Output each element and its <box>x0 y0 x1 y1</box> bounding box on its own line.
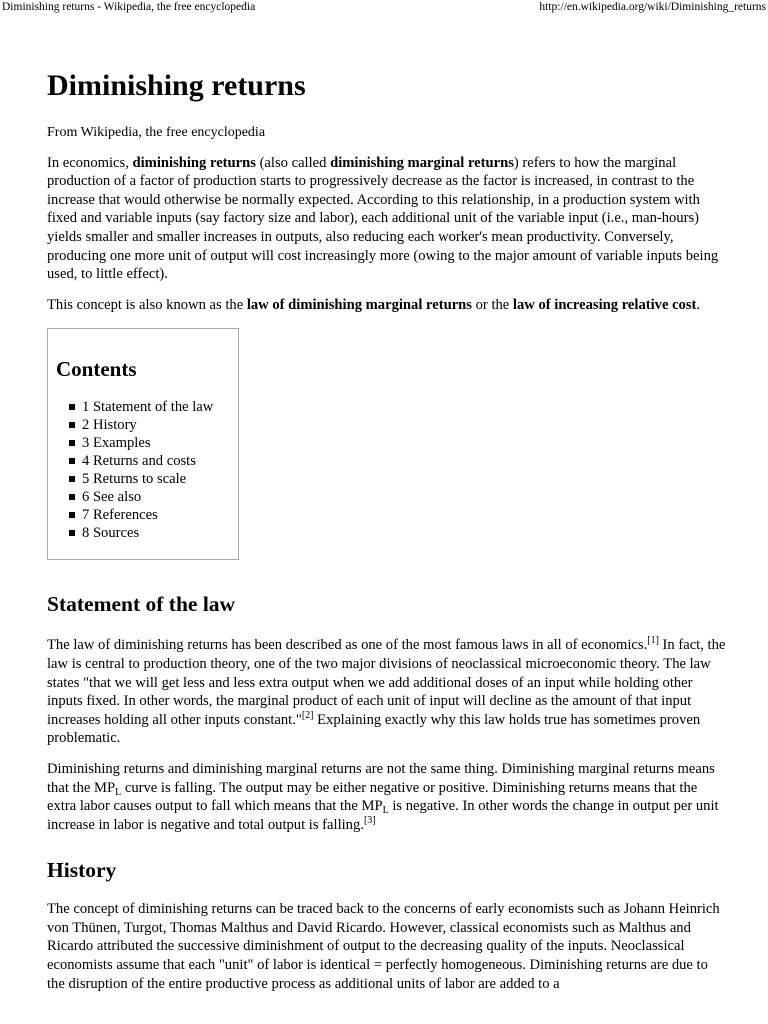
article-content <box>47 66 727 993</box>
toc-list <box>56 398 238 542</box>
citation-ref[interactable]: [1] <box>647 635 659 647</box>
statement-paragraph-1 <box>47 636 727 748</box>
page-url[interactable]: http://en.wikipedia.org/wiki/Diminishing_returns <box>539 1 766 13</box>
subscript: L <box>382 805 389 817</box>
toc-item-label[interactable]: 1 Statement of the law <box>82 399 214 416</box>
toc-item-label[interactable]: 8 Sources <box>82 525 140 542</box>
statement-paragraph-2 <box>47 760 727 834</box>
square-bullet-icon <box>69 530 75 536</box>
section-heading-history: History <box>47 858 117 883</box>
square-bullet-icon <box>69 458 75 464</box>
toc-item[interactable] <box>82 452 238 470</box>
concept-text-2: or the <box>471 296 513 313</box>
print-header <box>0 0 768 16</box>
toc-item[interactable] <box>82 470 238 488</box>
toc-item-label[interactable]: 6 See also <box>82 489 142 506</box>
toc-item-label[interactable]: 4 Returns and costs <box>82 453 196 470</box>
statement-text-1: The law of diminishing returns has been described as one of the most famous laws in all of economics. <box>47 637 648 654</box>
statement2-text-2: curve is falling. The output may be either negative or positive. Diminishing returns means that the extra labor causes output to fall which means that the MP <box>47 779 698 815</box>
square-bullet-icon <box>69 440 75 446</box>
intro-text-2: (also called <box>255 154 331 171</box>
square-bullet-icon <box>69 404 75 410</box>
history-paragraph-1: The concept of diminishing returns can be traced back to the concerns of early economists such as Johann Heinrich von Thünen, Turgot, Thomas Malthus and David Ricardo. However, classical economists such as Malthus and Ricardo attributed the successive diminishment of output to the decreasing quality of the inputs. Neoclassical economists assume that each "unit" of labor is identical = perfectly homogeneous. Diminishing returns are due to the disruption of the entire productive process as additional units of labor are added to a <box>47 901 720 992</box>
citation-ref[interactable]: [2] <box>301 709 314 721</box>
toc-item-label[interactable]: 7 References <box>82 507 158 524</box>
square-bullet-icon <box>69 476 75 482</box>
intro-term-1: diminishing returns <box>132 154 256 171</box>
concept-paragraph <box>47 296 727 315</box>
article-tagline: From Wikipedia, the free encyclopedia <box>47 125 266 140</box>
page-title-header: Diminishing returns - Wikipedia, the free encyclopedia <box>2 1 256 13</box>
section-heading-statement: Statement of the law <box>47 592 236 617</box>
toc-item[interactable] <box>82 506 238 524</box>
intro-text-3: ) refers to how the marginal production of a factor of production starts to progressively decrease as the factor is increased, in contrast to the increase that would otherwise be normally expected. According to this relationship, in a production system with fixed and variable inputs (say factory size and labor), each additional unit of the variable input (i.e., man-hours) yields smaller and smaller increases in outputs, also reducing each worker's mean productivity. Conversely, producing one more unit of output will cost increasingly more (owing to the major amount of variable inputs being used, to little effect). <box>47 154 719 283</box>
intro-text-1: In economics, <box>47 154 133 171</box>
toc-item-label[interactable]: 2 History <box>82 417 137 434</box>
toc-item-label[interactable]: 3 Examples <box>82 435 151 452</box>
intro-term-2: diminishing marginal returns <box>330 154 514 171</box>
toc-item[interactable] <box>82 416 238 434</box>
statement-text-2: In fact, the law is central to production theory, one of the two major divisions of neoclassical microeconomic theory. The law states "that we will get less and less extra output when we add additional doses of an input while holding other inputs fixed. In other words, the marginal product of each unit of input will decline as the amount of that input increases holding all other inputs constant." <box>47 637 726 728</box>
toc-item[interactable] <box>82 398 238 416</box>
toc-item[interactable] <box>82 434 238 452</box>
square-bullet-icon <box>69 422 75 428</box>
subscript: L <box>115 786 122 798</box>
concept-term-1: law of diminishing marginal returns <box>246 296 472 313</box>
concept-text-3: . <box>696 296 701 313</box>
concept-term-2: law of increasing relative cost <box>512 296 697 313</box>
statement-text-3: Explaining exactly why this law holds true has sometimes proven problematic. <box>47 711 701 747</box>
article-title: Diminishing returns <box>47 69 306 102</box>
concept-text-1: This concept is also known as the <box>47 296 247 313</box>
statement2-text-1: Diminishing returns and diminishing marginal returns are not the same thing. Diminishing marginal returns means that the MP <box>47 760 715 796</box>
square-bullet-icon <box>69 512 75 518</box>
statement2-text-3: is negative. In other words the change in output per unit increase in labor is negative and total output is falling. <box>47 798 719 833</box>
square-bullet-icon <box>69 494 75 500</box>
toc-item-label[interactable]: 5 Returns to scale <box>82 471 187 488</box>
table-of-contents <box>47 328 239 560</box>
toc-title: Contents <box>56 357 137 382</box>
citation-ref[interactable]: [3] <box>363 814 376 826</box>
toc-item[interactable] <box>82 524 238 542</box>
intro-paragraph <box>47 154 727 284</box>
toc-item[interactable] <box>82 488 238 506</box>
